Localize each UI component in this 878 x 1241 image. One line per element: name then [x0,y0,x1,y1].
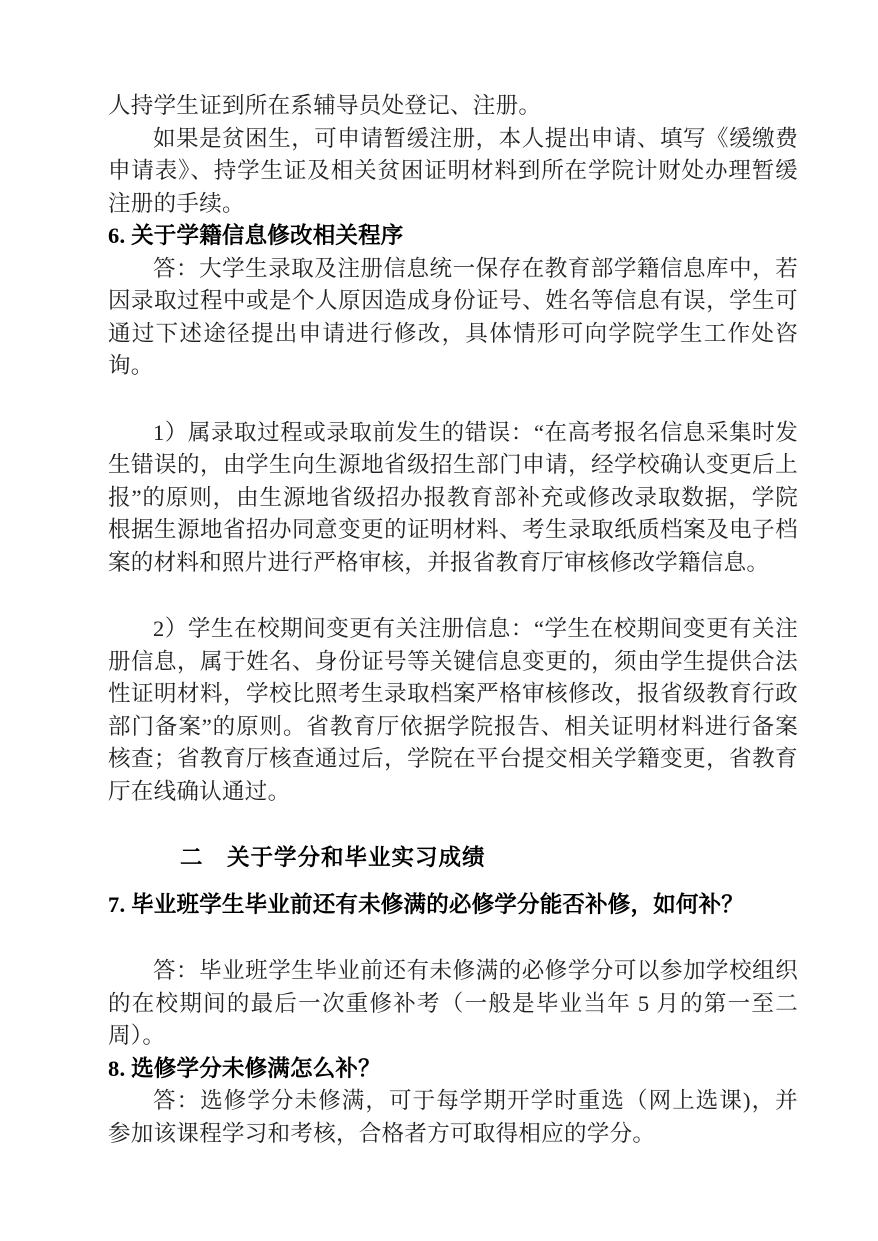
question-heading: 6. 关于学籍信息修改相关程序 [108,223,404,248]
paragraph: 如果是贫困生，可申请暂缓注册，本人提出申请、填写《缓缴费申请表》、持学生证及相关贫困证明材料到所在学院计财处办理暂缓注册的手续。 [108,125,798,216]
paragraph: 2）学生在校期间变更有关注册信息：“学生在校期间变更有关注册信息，属于姓名、身份证号等关键信息变更的，须由学生提供合法性证明材料，学校比照考生录取档案严格审核修改，报省级教育行政部门备案”的原则。省教育厅依据学院报告、相关证明材料进行备案核查；省教育厅核查通过后，学院在平台提交相关学籍变更，省教育厅在线确认通过。 [108,616,798,804]
question-heading: 7. 毕业班学生毕业前还有未修满的必修学分能否补修，如何补？ [108,891,745,917]
section-title: 二 关于学分和毕业实习成绩 [180,845,486,870]
paragraph: 人持学生证到所在系辅导员处登记、注册。 [108,93,542,118]
paragraph: 答：毕业班学生毕业前还有未修满的必修学分可以参加学校组织的在校期间的最后一次重修补考（一般是毕业当年 5 月的第一至二周）。 [108,958,798,1048]
paragraph: 1）属录取过程或录取前发生的错误：“在高考报名信息采集时发生错误的，由学生向生源地省级招生部门申请，经学校确认变更后上报”的原则，由生源地省级招办报教育部补充或修改录取数据，学院根据生源地省招办同意变更的证明材料、考生录取纸质档案及电子档案的材料和照片进行严格审核，并报省教育厅审核修改学籍信息。 [108,419,798,575]
question-heading: 8. 选修学分未修满怎么补？ [108,1055,381,1081]
document-content [108,90,798,1150]
paragraph: 答：大学生录取及注册信息统一保存在教育部学籍信息库中，若因录取过程中或是个人原因造成身份证号、姓名等信息有误，学生可通过下述途径提出申请进行修改，具体情形可向学院学生工作处咨询。 [108,255,798,378]
paragraph: 答：选修学分未修满，可于每学期开学时重选（网上选课)，并参加该课程学习和考核，合格者方可取得相应的学分。 [108,1088,798,1146]
